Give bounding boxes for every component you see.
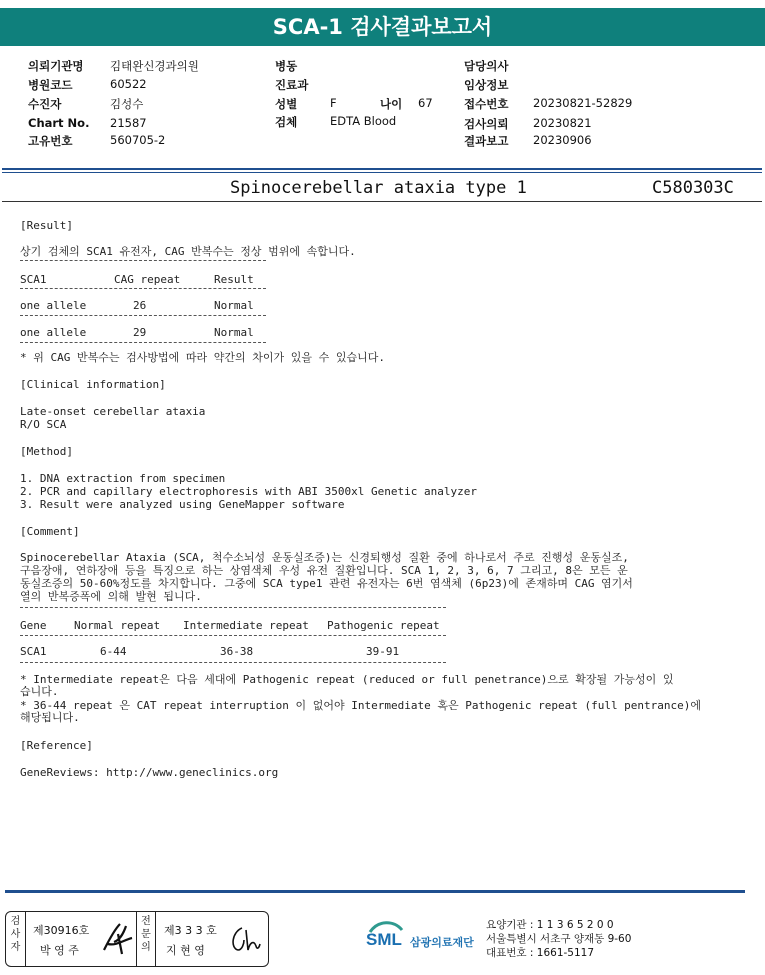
examiner-signature — [100, 920, 136, 958]
repeat-header-pathogenic: Pathogenic repeat — [327, 619, 440, 632]
ward-label: 병동 — [275, 59, 298, 73]
hospital-name-label: 의뢰기관명 — [28, 59, 84, 73]
table-rule — [20, 342, 266, 343]
confirmer-license-no: 제3 3 3 호 — [164, 924, 217, 937]
receipt-no-label: 접수번호 — [464, 97, 509, 111]
comment-line: Spinocerebellar Ataxia (SCA, 척수소뇌성 운동실조증)는 신경퇴행성 질환 중에 하나로서 주로 진행성 운동실조, — [20, 551, 629, 564]
comment-line: 열의 반복증폭에 의해 발현 됩니다. — [20, 590, 202, 603]
specimen-label: 검체 — [275, 115, 298, 129]
table-row-result: Normal — [214, 326, 254, 339]
divider — [2, 172, 762, 173]
clinical-heading: [Clinical information] — [20, 378, 166, 391]
test-title: Spinocerebellar ataxia type 1 — [230, 178, 527, 198]
table-row-allele: one allele — [20, 326, 87, 339]
footer-divider — [5, 890, 745, 893]
receipt-no-value: 20230821-52829 — [533, 96, 633, 110]
table-row-result: Normal — [214, 299, 254, 312]
lab-info — [486, 918, 631, 960]
result-heading: [Result] — [20, 219, 73, 232]
sml-logo — [366, 918, 476, 958]
table-rule — [20, 635, 446, 636]
confirmer-label-char: 문 — [141, 929, 151, 940]
confirmer-label-char: 의 — [141, 942, 151, 953]
signature-box — [5, 911, 269, 967]
table-row-repeat: 26 — [133, 299, 147, 312]
table-row-pathogenic: 39-91 — [366, 645, 400, 658]
comment-line: 동실조증의 50-60%정도를 차지합니다. 그중에 SCA type1 관련 유전자는 6번 염색체 (6p23)에 존재하며 CAG 염기서 — [20, 577, 633, 590]
table-rule — [20, 607, 446, 608]
result-header-repeat: CAG repeat — [114, 273, 181, 286]
table-row-repeat: 29 — [133, 326, 147, 339]
examiner-name: 박 영 주 — [40, 944, 79, 957]
examiner-label — [6, 912, 26, 966]
note-line: * 36-44 repeat 은 CAT repeat interruption 이 없어야 Intermediate 혹은 Pathogenic repeat (full pentrance)에 — [20, 699, 702, 712]
examiner-label-char: 사 — [10, 929, 21, 940]
examiner-label-char: 자 — [10, 942, 21, 953]
result-header-result: Result — [214, 273, 254, 286]
patient-name-value: 김성수 — [110, 97, 144, 111]
request-date-value: 20230821 — [533, 116, 592, 130]
note-line: 습니다. — [20, 685, 59, 698]
age-value: 67 — [418, 96, 433, 110]
hospital-code-label: 병원코드 — [28, 78, 73, 92]
comment-heading: [Comment] — [20, 525, 80, 538]
hospital-name-value: 김태완신경과의원 — [110, 59, 199, 73]
lab-info-line: 요양기관 : 1 1 3 6 5 2 0 0 — [486, 919, 614, 931]
result-sentence: 상기 검체의 SCA1 유전자, CAG 반복수는 정상 범위에 속합니다. — [20, 245, 356, 258]
method-line: 2. PCR and capillary electrophoresis with ABI 3500xl Genetic analyzer — [20, 485, 477, 498]
table-row-normal: 6-44 — [100, 645, 127, 658]
divider — [2, 168, 762, 170]
note-line: * Intermediate repeat은 다음 세대에 Pathogenic repeat (reduced or full penetrance)으로 확장될 가능성이 있 — [20, 673, 674, 686]
sex-value: F — [330, 96, 337, 110]
repeat-header-gene: Gene — [20, 619, 47, 632]
chart-no-value: 21587 — [110, 116, 147, 130]
table-rule — [20, 288, 266, 289]
clinical-line: Late-onset cerebellar ataxia — [20, 405, 206, 418]
patient-info — [0, 54, 765, 154]
reference-line: GeneReviews: http://www.geneclinics.org — [20, 766, 279, 779]
test-code: C580303C — [652, 178, 734, 198]
divider — [2, 201, 762, 202]
confirmer-label-char: 전 — [141, 916, 151, 927]
method-line: 1. DNA extraction from specimen — [20, 472, 226, 485]
note-line: 해당됩니다. — [20, 711, 80, 724]
table-row-gene: SCA1 — [20, 645, 47, 658]
result-header-gene: SCA1 — [20, 273, 47, 286]
age-label: 나이 — [380, 97, 403, 111]
repeat-header-intermediate: Intermediate repeat — [183, 619, 309, 632]
sex-label: 성별 — [275, 97, 298, 111]
hospital-code-value: 60522 — [110, 77, 147, 91]
confirmer-signature — [226, 922, 262, 958]
patient-name-label: 수진자 — [28, 97, 62, 111]
method-heading: [Method] — [20, 445, 73, 458]
lab-info-line: 서울특별시 서초구 양재동 9-60 — [486, 933, 632, 945]
report-date-label: 결과보고 — [464, 134, 509, 148]
report-date-value: 20230906 — [533, 133, 592, 147]
table-row-intermediate: 36-38 — [220, 645, 254, 658]
confirmer-name: 지 현 영 — [166, 944, 205, 957]
unique-no-label: 고유번호 — [28, 134, 73, 148]
clinical-line: R/O SCA — [20, 418, 67, 431]
table-row-allele: one allele — [20, 299, 87, 312]
department-label: 진료과 — [275, 78, 309, 92]
unique-no-value: 560705-2 — [110, 133, 166, 147]
table-rule — [20, 315, 266, 316]
doctor-label: 담당의사 — [464, 59, 509, 73]
clinical-info-label: 임상정보 — [464, 78, 509, 92]
examiner-license-no: 제30916호 — [33, 924, 90, 937]
reference-heading: [Reference] — [20, 739, 93, 752]
specimen-value: EDTA Blood — [330, 114, 397, 128]
comment-line: 구음장애, 연하장애 등을 특징으로 하는 상염색체 우성 유전 질환입니다. SCA 1, 2, 3, 6, 7 그리고, 8은 모든 운 — [20, 564, 628, 577]
method-line: 3. Result were analyzed using GeneMapper software — [20, 498, 345, 511]
table-rule — [20, 662, 446, 663]
table-rule — [20, 260, 266, 261]
logo-text: SML — [366, 930, 402, 949]
repeat-header-normal: Normal repeat — [74, 619, 161, 632]
report-title: SCA-1 검사결과보고서 — [0, 8, 765, 46]
logo-org: 삼광의료재단 — [410, 936, 474, 949]
result-note: * 위 CAG 반복수는 검사방법에 따라 약간의 차이가 있을 수 있습니다. — [20, 351, 385, 364]
lab-info-line: 대표번호 : 1661-5117 — [486, 947, 595, 959]
confirmer-label — [136, 912, 156, 966]
chart-no-label: Chart No. — [28, 116, 90, 130]
request-date-label: 검사의뢰 — [464, 117, 509, 131]
examiner-label-char: 검 — [10, 916, 21, 927]
